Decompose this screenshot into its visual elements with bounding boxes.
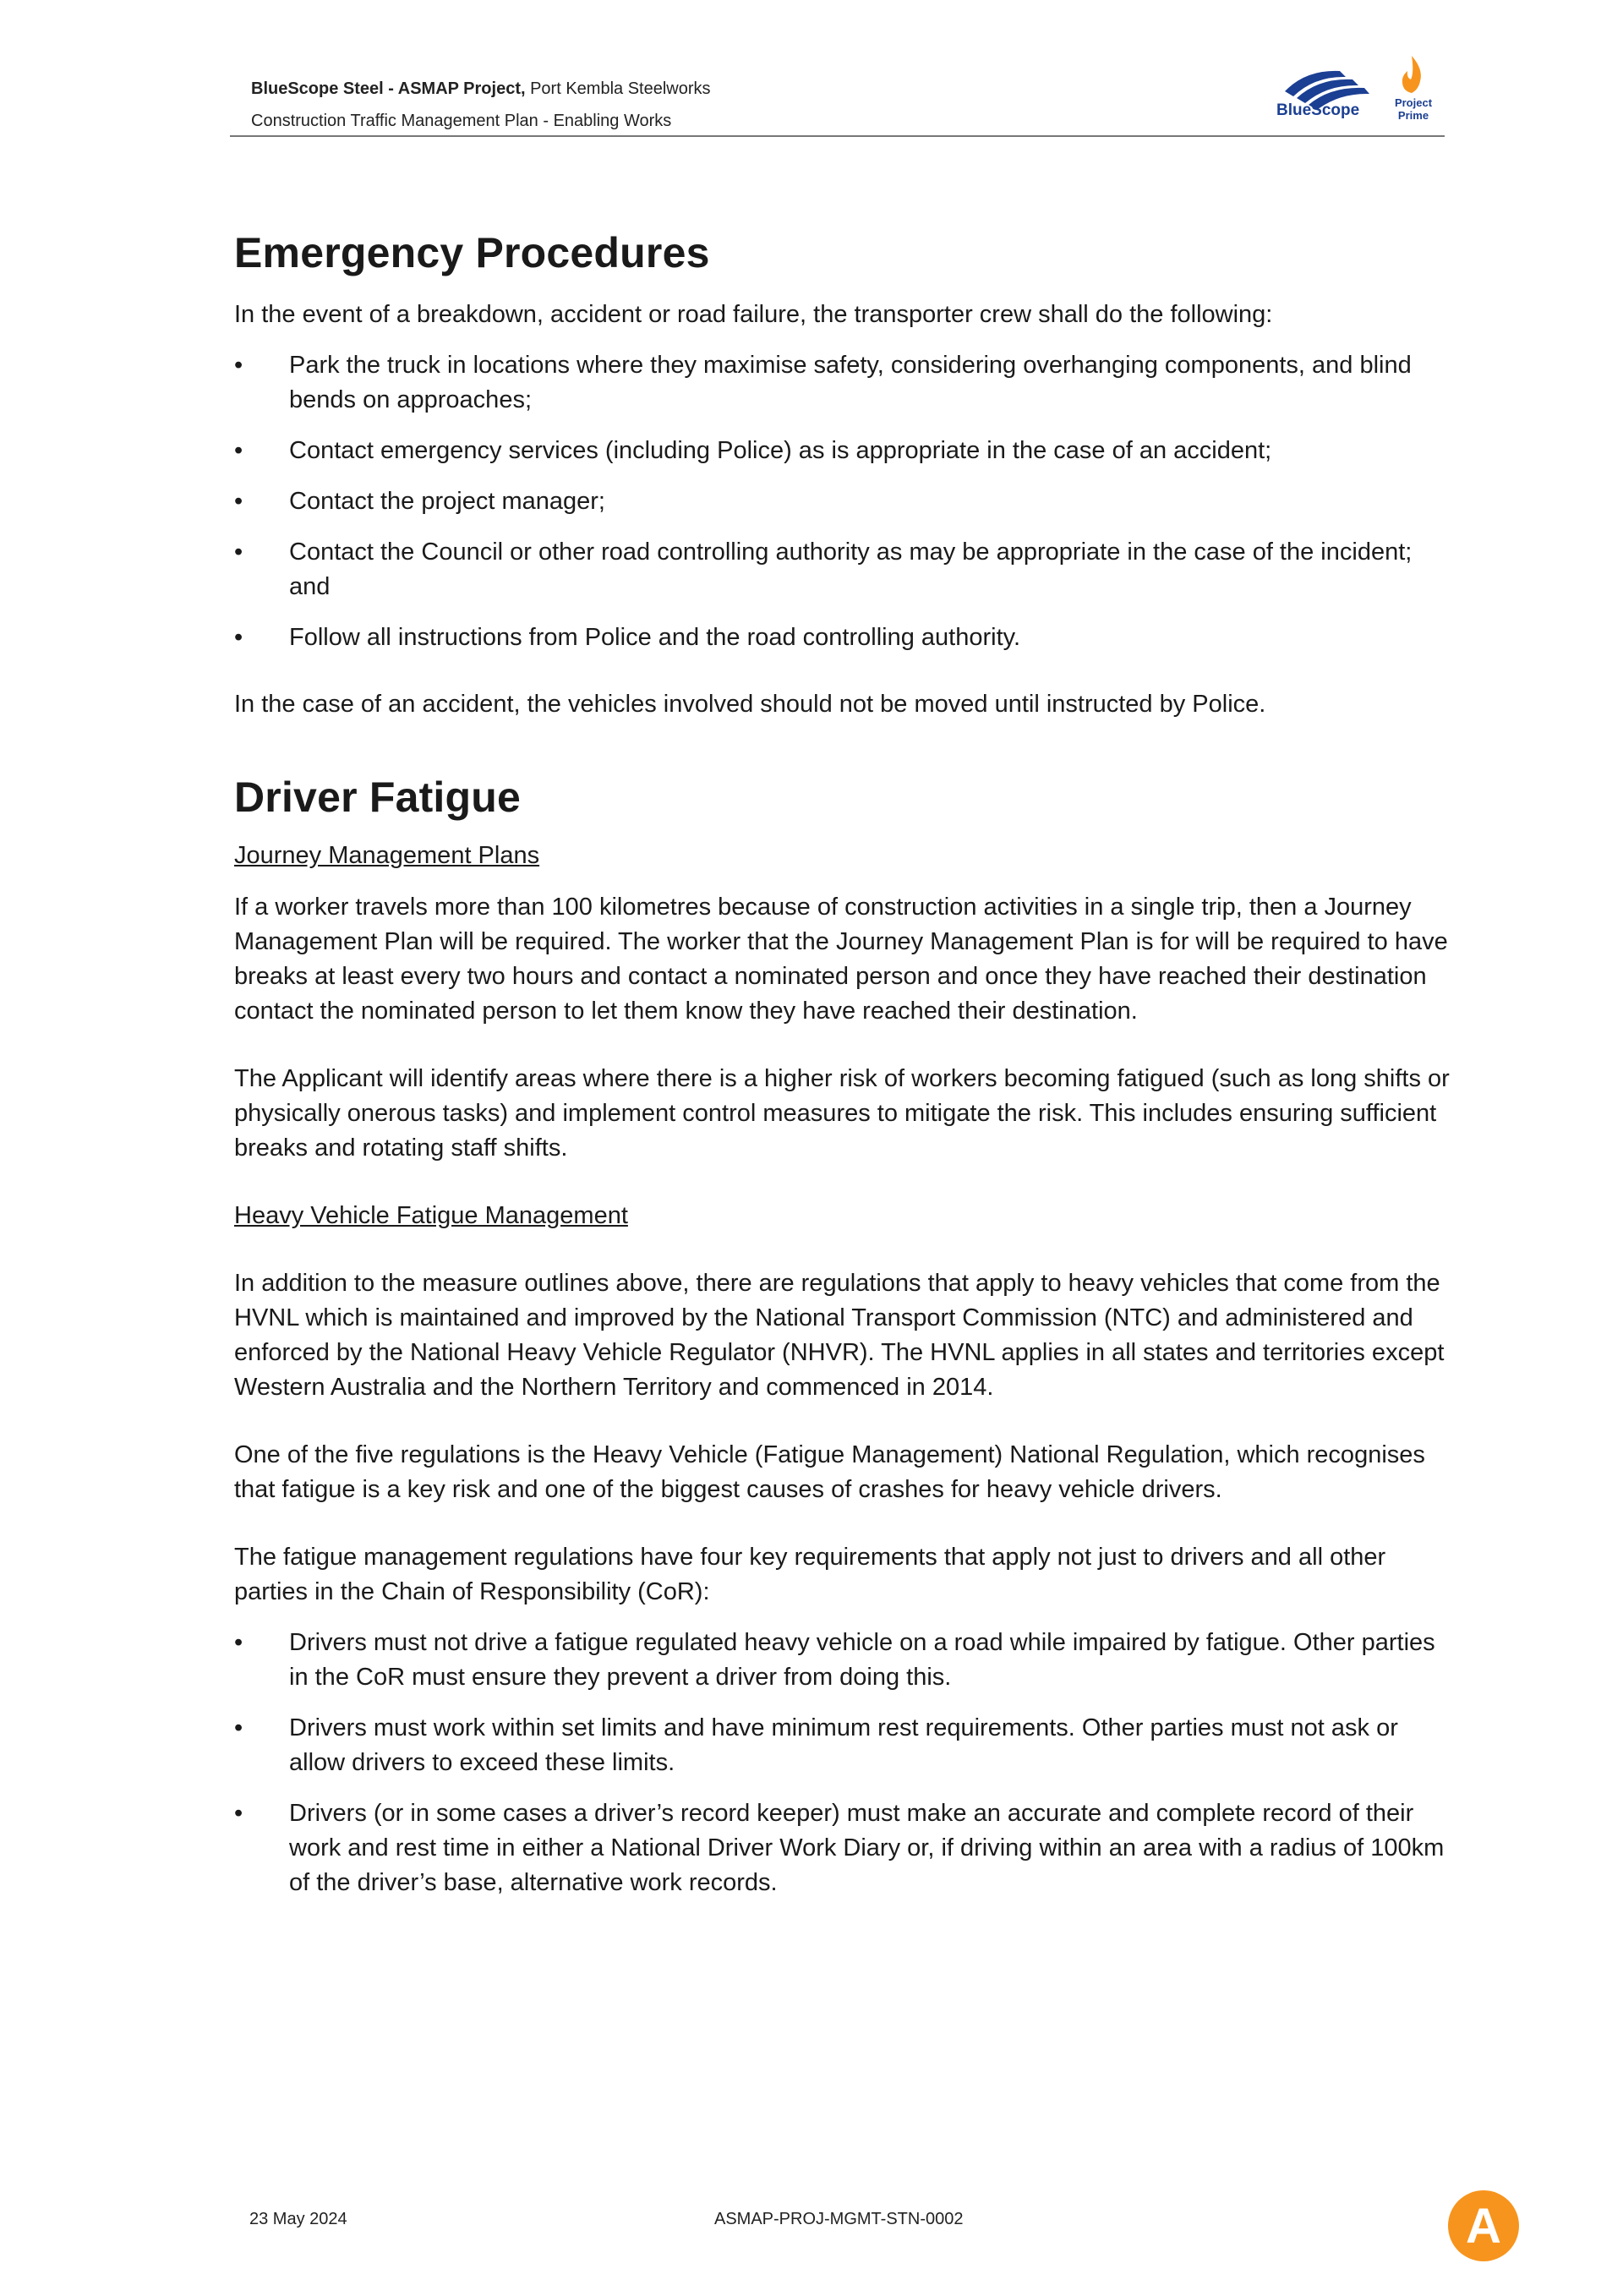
- paragraph: In addition to the measure outlines above, there are regulations that apply to heavy vehicles that come from the HVNL which is maintained and improved by the National Transport Commission (NTC) and administered and enforced by the National Heavy Vehicle Regulator (NHVR). The HVNL applies in all states and territories except Western Australia and the Northern Territory and commenced in 2014.: [234, 1270, 1445, 1401]
- project-prime-logo-text: [1390, 96, 1437, 122]
- list-item: • Drivers must not drive a fatigue regulated heavy vehicle on a road while impaired by fatigue. Other parties in the CoR must ensure they prevent a driver from doing this.: [234, 1626, 1451, 1695]
- footer-doc-number: ASMAP-PROJ-MGMT-STN-0002: [714, 2210, 964, 2228]
- project-prime-line2: Prime: [1397, 109, 1429, 122]
- header-title-rest: Port Kembla Steelworks: [525, 79, 711, 98]
- list-item: • Drivers must work within set limits and have minimum rest requirements. Other parties must not ask or allow drivers to exceed these limits.: [234, 1711, 1451, 1780]
- project-prime-line1: Project: [1394, 96, 1433, 109]
- page-header: [232, 74, 1445, 139]
- footer-date: 23 May 2024: [249, 2210, 347, 2228]
- company-logo-letter: A: [1466, 2199, 1501, 2254]
- emergency-bullet-list: [234, 348, 1451, 655]
- header-title-bold: BlueScope Steel - ASMAP Project,: [251, 79, 526, 98]
- list-item: • Contact the project manager;: [234, 484, 1451, 519]
- header-divider: [230, 135, 1445, 137]
- fatigue-bullet-list: [234, 1626, 1451, 1900]
- header-subtitle: Construction Traffic Management Plan - Enabling Works: [251, 112, 672, 130]
- subheading-heavy-vehicle: Heavy Vehicle Fatigue Management: [234, 1202, 628, 1229]
- bluescope-logo-text: BlueScope: [1276, 101, 1360, 119]
- emergency-intro: In the event of a breakdown, accident or road failure, the transporter crew shall do the following:: [234, 301, 1273, 328]
- subheading-journey: Journey Management Plans: [234, 842, 540, 869]
- list-item: • Drivers (or in some cases a driver’s record keeper) must make an accurate and complete record of their work and rest time in either a National Driver Work Diary or, if driving within an area with a radius of 100km of the driver’s base, alternative work records.: [234, 1796, 1451, 1900]
- header-title: [251, 79, 711, 99]
- paragraph: The fatigue management regulations have four key requirements that apply not just to drivers and all other parties in the Chain of Responsibility (CoR):: [234, 1544, 1386, 1605]
- list-item: • Contact the Council or other road controlling authority as may be appropriate in the case of the incident; and: [234, 535, 1451, 604]
- emergency-closing: In the case of an accident, the vehicles involved should not be moved until instructed by Police.: [234, 691, 1266, 718]
- company-logo-icon: [1447, 2189, 1520, 2262]
- paragraph: The Applicant will identify areas where there is a higher risk of workers becoming fatigued (such as long shifts or physically onerous tasks) and implement control measures to mitigate the risk. This includes ensuring sufficient breaks and rotating staff shifts.: [234, 1065, 1450, 1162]
- paragraph: If a worker travels more than 100 kilometres because of construction activities in a single trip, then a Journey Management Plan will be required. The worker that the Journey Management Plan is for will be required to have breaks at least every two hours and contact a nominated person and once they have reached their destination contact the nominated person to let them know they have reached their destination.: [234, 894, 1448, 1025]
- section-heading-emergency: Emergency Procedures: [234, 229, 710, 276]
- list-item: • Contact emergency services (including Police) as is appropriate in the case of an accident;: [234, 434, 1451, 468]
- main-content: [234, 228, 1451, 1900]
- section-heading-fatigue: Driver Fatigue: [234, 774, 522, 821]
- list-item: • Park the truck in locations where they maximise safety, considering overhanging components, and blind bends on approaches;: [234, 348, 1451, 418]
- paragraph: One of the five regulations is the Heavy Vehicle (Fatigue Management) National Regulation, which recognises that fatigue is a key risk and one of the biggest causes of crashes for heavy vehicle drivers.: [234, 1441, 1425, 1503]
- list-item: • Follow all instructions from Police and the road controlling authority.: [234, 620, 1451, 655]
